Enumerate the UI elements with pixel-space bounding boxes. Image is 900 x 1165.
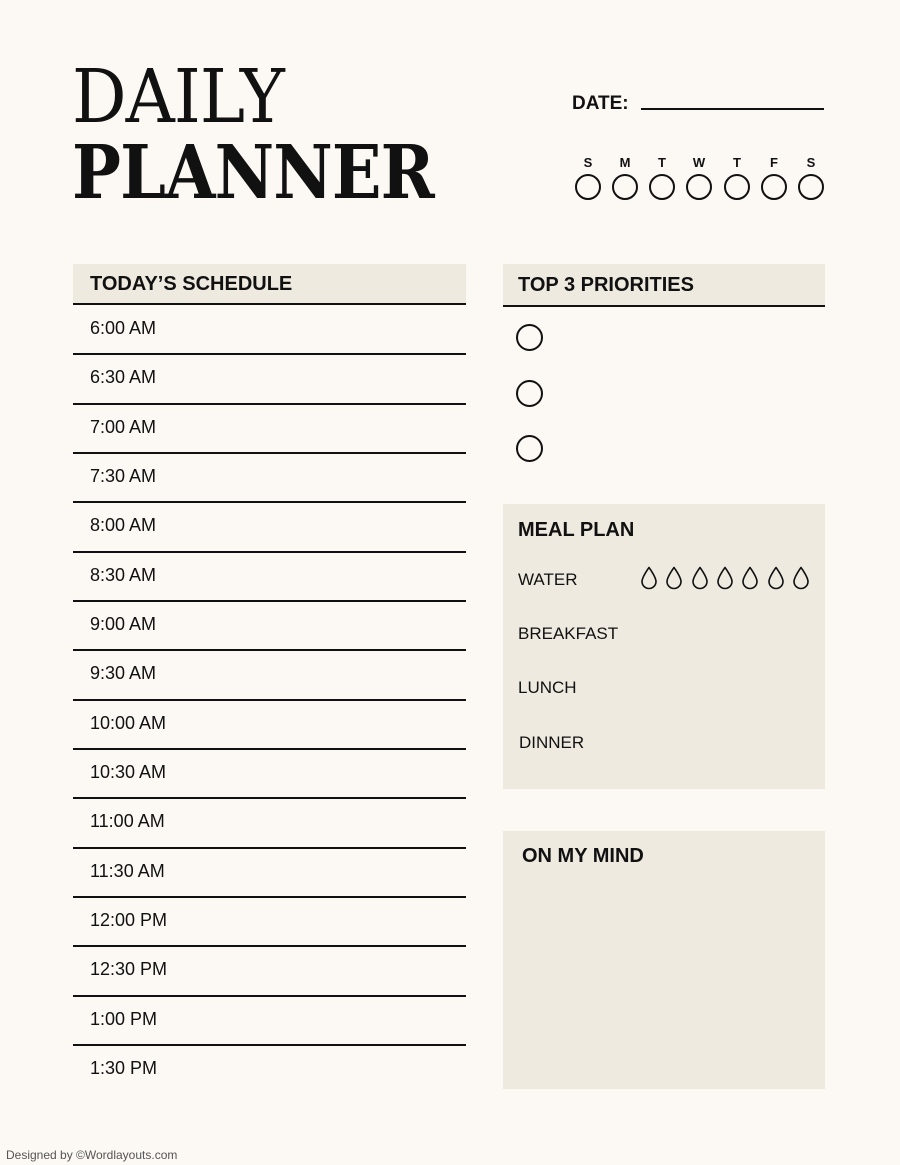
weekday-letter: S	[806, 155, 816, 170]
water-drop-icon[interactable]	[665, 566, 683, 590]
weekday-tuesday[interactable]	[647, 154, 677, 200]
slot-time: 9:30 AM	[90, 663, 157, 684]
schedule-slot[interactable]	[73, 503, 466, 552]
on-my-mind-panel[interactable]	[503, 831, 825, 1089]
priority-3-checkbox[interactable]	[516, 435, 543, 462]
footer-credit: Designed by ©Wordlayouts.com	[6, 1148, 178, 1162]
schedule-slot[interactable]	[73, 553, 466, 602]
meal-plan-panel	[503, 504, 825, 789]
water-drop-icon[interactable]	[640, 566, 658, 590]
date-input-line[interactable]	[641, 108, 824, 110]
slot-time: 10:30 AM	[90, 761, 167, 782]
water-drop-icon[interactable]	[691, 566, 709, 590]
slot-time: 7:00 AM	[90, 416, 157, 437]
schedule-slot[interactable]	[73, 898, 466, 947]
priority-2-checkbox[interactable]	[516, 380, 543, 407]
weekday-circle[interactable]	[761, 174, 787, 200]
lunch-label: LUNCH	[518, 678, 577, 697]
title-planner: PLANNER	[72, 130, 434, 216]
schedule-slot[interactable]	[73, 306, 466, 355]
weekday-sunday[interactable]	[573, 154, 603, 200]
schedule-slot[interactable]	[73, 454, 466, 503]
schedule-slot[interactable]	[73, 701, 466, 750]
slot-time: 8:00 AM	[90, 515, 157, 536]
water-label: WATER	[518, 570, 578, 589]
weekday-letter: M	[619, 155, 631, 170]
schedule-slot[interactable]	[73, 997, 466, 1046]
schedule-slot[interactable]	[73, 1046, 466, 1095]
breakfast-label: BREAKFAST	[518, 624, 619, 643]
date-label: DATE:	[572, 93, 629, 114]
weekday-friday[interactable]	[759, 154, 789, 200]
schedule-slot[interactable]	[73, 799, 466, 848]
water-tracker	[640, 566, 820, 592]
slot-time: 8:30 AM	[90, 564, 157, 585]
priority-1-checkbox[interactable]	[516, 324, 543, 351]
dinner-label: DINNER	[519, 733, 585, 752]
weekday-letter: W	[692, 155, 706, 170]
slot-time: 1:30 PM	[90, 1057, 158, 1078]
slot-time: 11:00 AM	[90, 811, 165, 832]
water-drop-icon[interactable]	[716, 566, 734, 590]
weekday-circle[interactable]	[798, 174, 824, 200]
weekday-circle[interactable]	[612, 174, 638, 200]
priorities-header	[503, 264, 825, 307]
schedule-title: TODAY’S SCHEDULE	[90, 273, 293, 295]
slot-time: 12:00 PM	[90, 909, 168, 930]
on-my-mind-title: ON MY MIND	[522, 845, 644, 867]
schedule-header	[73, 264, 466, 305]
weekday-circle[interactable]	[686, 174, 712, 200]
weekday-selector	[570, 154, 830, 200]
water-drop-icon[interactable]	[741, 566, 759, 590]
slot-time: 6:30 AM	[90, 367, 157, 388]
weekday-letter: T	[733, 155, 741, 170]
schedule-slot[interactable]	[73, 405, 466, 454]
schedule-slot[interactable]	[73, 750, 466, 799]
slot-time: 12:30 PM	[90, 959, 168, 980]
schedule-slot[interactable]	[73, 602, 466, 651]
priorities-title: TOP 3 PRIORITIES	[518, 274, 694, 296]
weekday-saturday[interactable]	[796, 154, 826, 200]
slot-time: 1:00 PM	[90, 1008, 158, 1029]
slot-time: 10:00 AM	[90, 712, 167, 733]
schedule-slot[interactable]	[73, 849, 466, 898]
meal-plan-title: MEAL PLAN	[518, 519, 635, 541]
weekday-circle[interactable]	[575, 174, 601, 200]
water-drop-icon[interactable]	[792, 566, 810, 590]
schedule-list	[73, 306, 466, 1095]
weekday-circle[interactable]	[724, 174, 750, 200]
slot-time: 7:30 AM	[90, 465, 157, 486]
schedule-slot[interactable]	[73, 947, 466, 996]
weekday-letter: S	[583, 155, 593, 170]
weekday-letter: F	[770, 155, 778, 170]
schedule-slot[interactable]	[73, 651, 466, 700]
weekday-thursday[interactable]	[722, 154, 752, 200]
weekday-wednesday[interactable]	[684, 154, 714, 200]
weekday-circle[interactable]	[649, 174, 675, 200]
schedule-slot[interactable]	[73, 355, 466, 404]
slot-time: 6:00 AM	[90, 318, 157, 338]
title-daily: DAILY	[72, 54, 284, 140]
slot-time: 9:00 AM	[90, 613, 157, 634]
slot-time: 11:30 AM	[90, 860, 165, 881]
weekday-letter: T	[658, 155, 666, 170]
water-drop-icon[interactable]	[767, 566, 785, 590]
weekday-monday[interactable]	[610, 154, 640, 200]
